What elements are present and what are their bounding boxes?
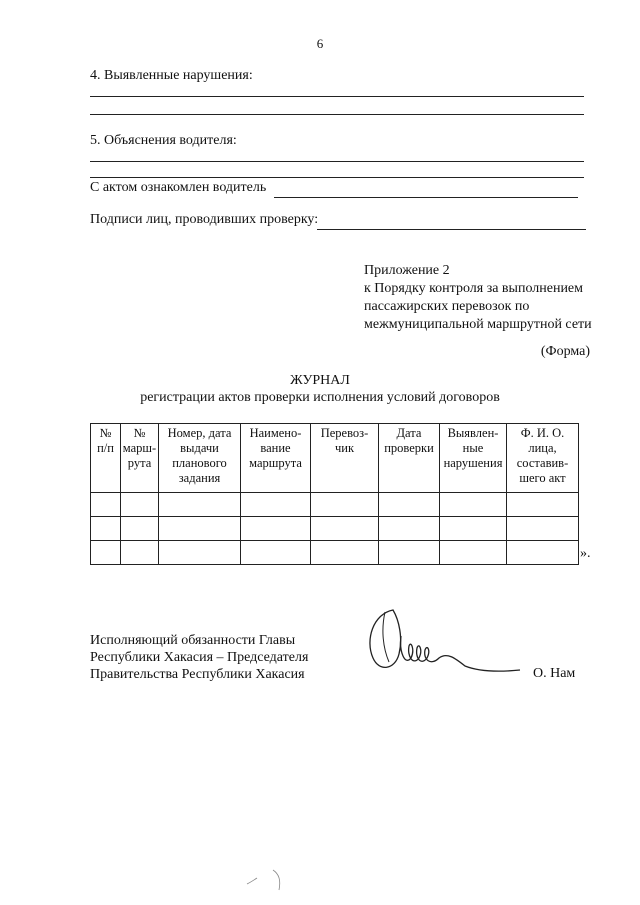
- violations-line-2: [90, 114, 584, 115]
- table-cell: [311, 517, 379, 541]
- table-row: [91, 493, 579, 517]
- column-header-inspection-date: Дата проверки: [379, 424, 440, 493]
- explanations-line-1: [90, 161, 584, 162]
- signer-position-line: Исполняющий обязанности Главы: [90, 633, 296, 648]
- table-header-row: [91, 424, 579, 493]
- journal-table: [90, 423, 579, 565]
- page-number: 6: [316, 36, 324, 51]
- table-cell: [241, 517, 311, 541]
- signer-position: [90, 632, 308, 683]
- appendix-line: межмуниципальной маршрутной сети: [364, 317, 592, 332]
- explanations-line-2: [90, 177, 584, 178]
- table-cell: [379, 541, 440, 565]
- table-cell: [440, 517, 507, 541]
- journal-title: ЖУРНАЛ: [290, 373, 350, 388]
- table-cell: [440, 493, 507, 517]
- appendix-line: пассажирских перевозок по: [364, 299, 530, 314]
- table-cell: [159, 541, 241, 565]
- appendix-line: к Порядку контроля за выполнением: [364, 281, 584, 296]
- inspectors-signature-line: [317, 215, 586, 230]
- journal-subtitle: регистрации актов проверки исполнения условий договоров: [140, 390, 500, 405]
- signer-position-line: Республики Хакасия – Председателя: [90, 650, 309, 665]
- inspectors-signatures-label: Подписи лиц, проводивших проверку:: [90, 212, 319, 227]
- table-cell: [241, 541, 311, 565]
- signer-name: О. Нам: [533, 666, 576, 681]
- column-header-route-number: № марш- рута: [121, 424, 159, 493]
- table-row: [91, 541, 579, 565]
- table-cell: [121, 493, 159, 517]
- acknowledged-signature-line: [274, 183, 578, 198]
- column-header-number: № п/п: [91, 424, 121, 493]
- form-label: (Форма): [540, 344, 590, 359]
- appendix-line: Приложение 2: [364, 263, 450, 278]
- table-cell: [121, 541, 159, 565]
- table-cell: [507, 541, 579, 565]
- table-cell: [91, 541, 121, 565]
- column-header-route-name: Наимено- вание маршрута: [241, 424, 311, 493]
- violations-line-1: [90, 96, 584, 97]
- appendix-header: [364, 262, 592, 334]
- column-header-violations: Выявлен- ные нарушения: [440, 424, 507, 493]
- table-cell: [241, 493, 311, 517]
- scan-artifact-mark: [245, 866, 285, 896]
- column-header-act-author: Ф. И. О. лица, составив- шего акт: [507, 424, 579, 493]
- table-cell: [91, 517, 121, 541]
- table-cell: [311, 541, 379, 565]
- table-cell: [379, 493, 440, 517]
- closing-quote: ».: [580, 546, 591, 561]
- table-row: [91, 517, 579, 541]
- column-header-plan-task: Номер, дата выдачи планового задания: [159, 424, 241, 493]
- signer-position-line: Правительства Республики Хакасия: [90, 667, 305, 682]
- driver-explanations-label: 5. Объяснения водителя:: [90, 133, 237, 148]
- table-cell: [159, 517, 241, 541]
- table-cell: [311, 493, 379, 517]
- table-cell: [91, 493, 121, 517]
- table-cell: [121, 517, 159, 541]
- acknowledged-label: С актом ознакомлен водитель: [90, 180, 267, 195]
- table-cell: [507, 493, 579, 517]
- handwritten-signature: [355, 600, 525, 685]
- table-cell: [379, 517, 440, 541]
- table-cell: [159, 493, 241, 517]
- violations-label: 4. Выявленные нарушения:: [90, 68, 253, 83]
- column-header-carrier: Перевоз- чик: [311, 424, 379, 493]
- table-cell: [507, 517, 579, 541]
- table-cell: [440, 541, 507, 565]
